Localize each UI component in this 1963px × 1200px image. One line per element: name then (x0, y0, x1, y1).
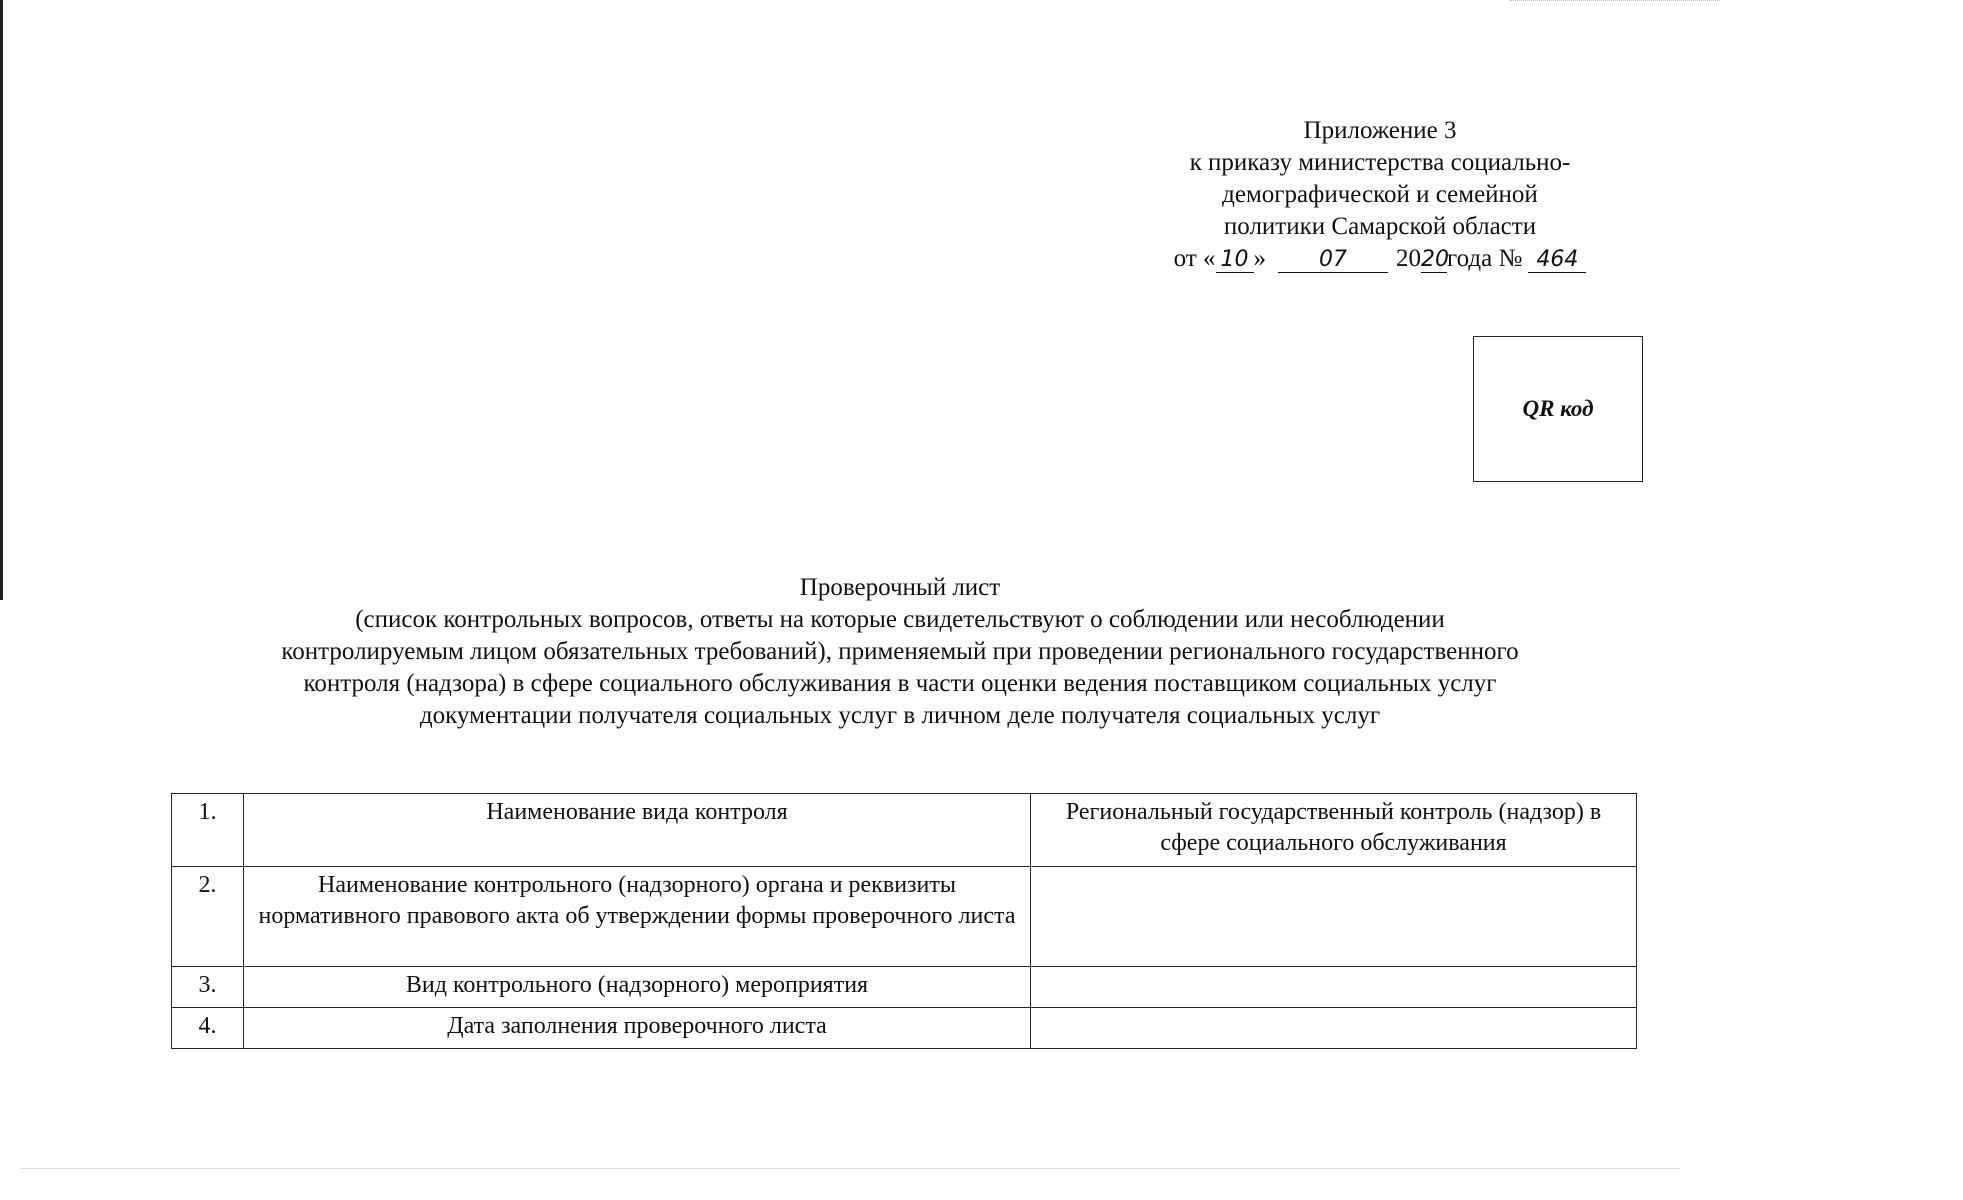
appendix-header (1150, 115, 1610, 275)
scan-edge (0, 0, 3, 600)
appendix-title: Приложение 3 (1303, 117, 1457, 144)
scan-mark (1510, 0, 1720, 2)
date-day: 10 (1216, 248, 1254, 273)
row-value: Региональный государственный контроль (надзор) в сфере социального обслуживания (1031, 794, 1637, 867)
document-title: Проверочный лист (799, 574, 1001, 601)
date-month: 07 (1278, 248, 1388, 273)
order-date-line (1150, 243, 1610, 275)
date-prefix: от « (1173, 245, 1216, 272)
qr-code-box (1473, 336, 1643, 482)
date-mid: » (1253, 245, 1266, 272)
order-number: 464 (1528, 248, 1586, 273)
row-name: Дата заполнения проверочного листа (244, 1008, 1031, 1049)
document-subtitle-line-2: контролируемым лицом обязательных требований), применяемый при проведении регионального государственного (281, 638, 1519, 665)
checklist-table (171, 793, 1637, 1049)
date-year-prefix: 20 (1396, 245, 1421, 272)
document-subtitle-line-3: контроля (надзора) в сфере социального обслуживания в части оценки ведения поставщиком социальных услуг (303, 670, 1497, 697)
row-number: 2. (172, 867, 244, 967)
row-number: 3. (172, 967, 244, 1008)
document-subtitle-line-1: (список контрольных вопросов, ответы на которые свидетельствуют о соблюдении или несоблюдении (355, 606, 1445, 633)
document-subtitle-line-4: документации получателя социальных услуг в личном деле получателя социальных услуг (419, 702, 1381, 729)
row-name: Наименование вида контроля (244, 794, 1031, 867)
document-title-block (170, 572, 1630, 732)
appendix-line-2: демографической и семейной (1222, 181, 1538, 208)
scan-artifact-line (20, 1168, 1680, 1170)
table-row (172, 1008, 1637, 1049)
table-row (172, 867, 1637, 967)
row-value (1031, 967, 1637, 1008)
appendix-line-3: политики Самарской области (1223, 213, 1537, 240)
row-value (1031, 867, 1637, 967)
date-year-word: года № (1447, 245, 1523, 272)
date-year-suffix: 20 (1421, 247, 1449, 272)
appendix-line-1: к приказу министерства социально- (1189, 149, 1571, 176)
qr-code-label: QR код (1522, 396, 1594, 421)
row-number: 4. (172, 1008, 244, 1049)
table-row (172, 967, 1637, 1008)
table-row (172, 794, 1637, 867)
row-name: Наименование контрольного (надзорного) органа и реквизиты нормативного правового акта об утверждении формы проверочного листа (244, 867, 1031, 967)
row-number: 1. (172, 794, 244, 867)
row-name: Вид контрольного (надзорного) мероприятия (244, 967, 1031, 1008)
row-value (1031, 1008, 1637, 1049)
